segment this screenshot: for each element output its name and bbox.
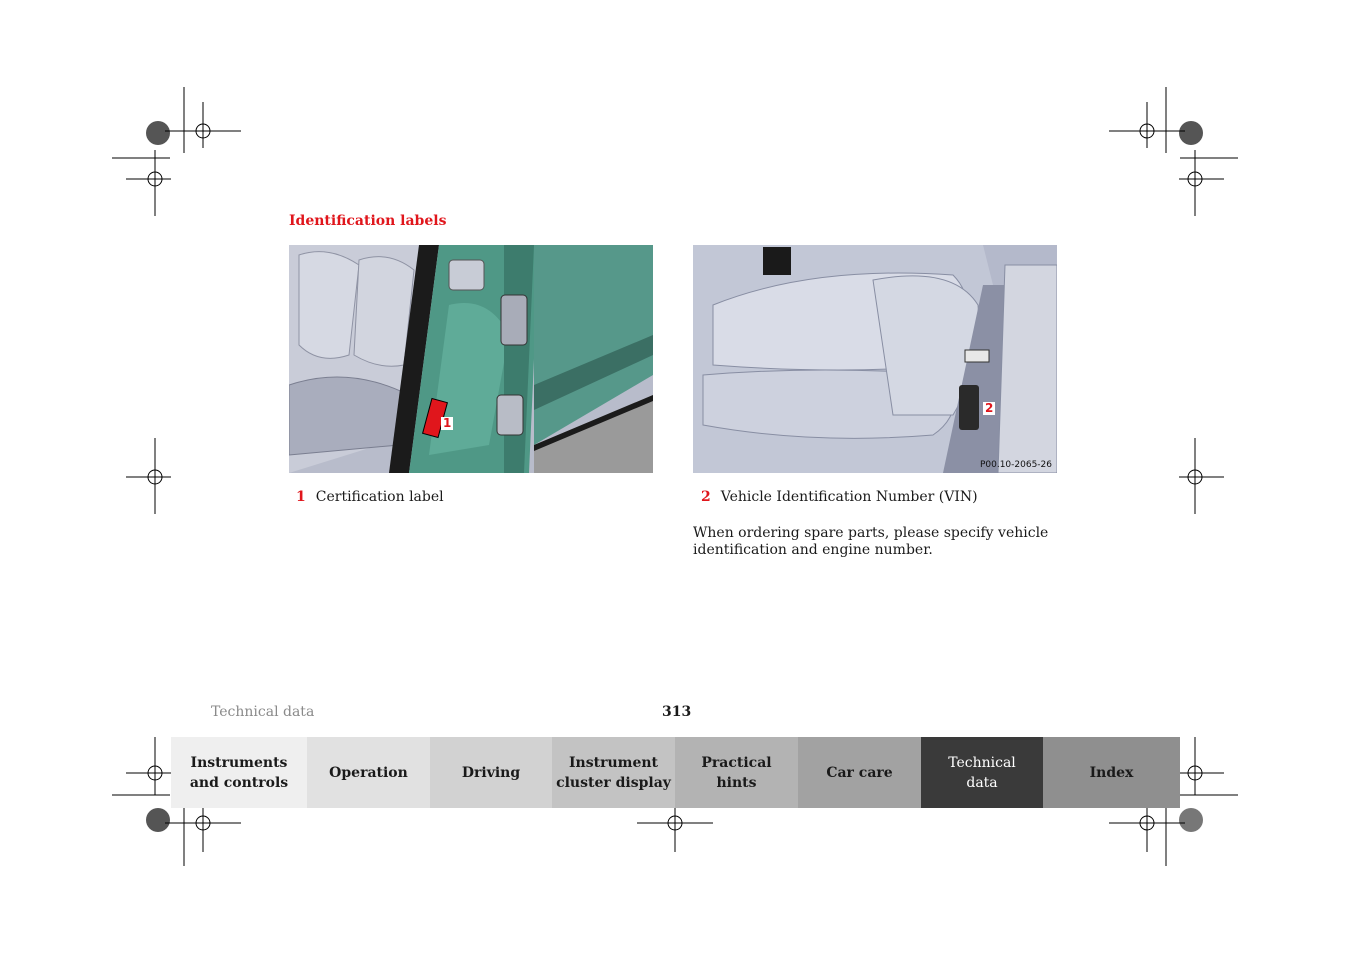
caption-number: 2 <box>701 489 711 505</box>
figure-code: P00.10-2065-26 <box>979 460 1052 470</box>
tab-instruments-and-controls[interactable]: Instruments and controls <box>171 737 307 808</box>
callout-1: 1 <box>443 416 452 430</box>
tab-practical-hints[interactable]: Practical hints <box>675 737 798 808</box>
page-title: Identification labels <box>289 213 447 229</box>
caption-vin <box>701 489 978 505</box>
tab-instrument-cluster-display[interactable]: Instrument cluster display <box>552 737 675 808</box>
crop-mark-mid-right <box>1179 438 1224 514</box>
chapter-nav <box>171 737 1180 808</box>
crop-mark-top-right <box>1109 87 1238 216</box>
tab-operation[interactable]: Operation <box>307 737 430 808</box>
seat-illustration <box>693 245 1057 473</box>
crop-mark-top-left <box>112 87 241 216</box>
caption-text: Certification label <box>315 489 444 505</box>
caption-text: Vehicle Identification Number (VIN) <box>720 489 978 505</box>
crop-mark-mid-left <box>126 438 171 514</box>
caption-certification <box>296 489 444 505</box>
tab-driving[interactable]: Driving <box>430 737 552 808</box>
figure-certification-label <box>289 245 653 473</box>
crop-mark-bottom-center <box>637 808 713 852</box>
vin-plate-marker <box>959 385 979 430</box>
section-label: Technical data <box>211 704 315 720</box>
page-number: 313 <box>662 704 692 720</box>
figure-vin-location <box>693 245 1057 473</box>
callout-2: 2 <box>985 401 994 415</box>
door-pillar-illustration <box>289 245 653 473</box>
tab-car-care[interactable]: Car care <box>798 737 921 808</box>
tab-index[interactable]: Index <box>1043 737 1180 808</box>
tab-technical-data[interactable]: Technical data <box>921 737 1043 808</box>
body-paragraph: When ordering spare parts, please specify vehicle identification and engine number. <box>693 525 1049 558</box>
caption-number: 1 <box>296 489 306 505</box>
